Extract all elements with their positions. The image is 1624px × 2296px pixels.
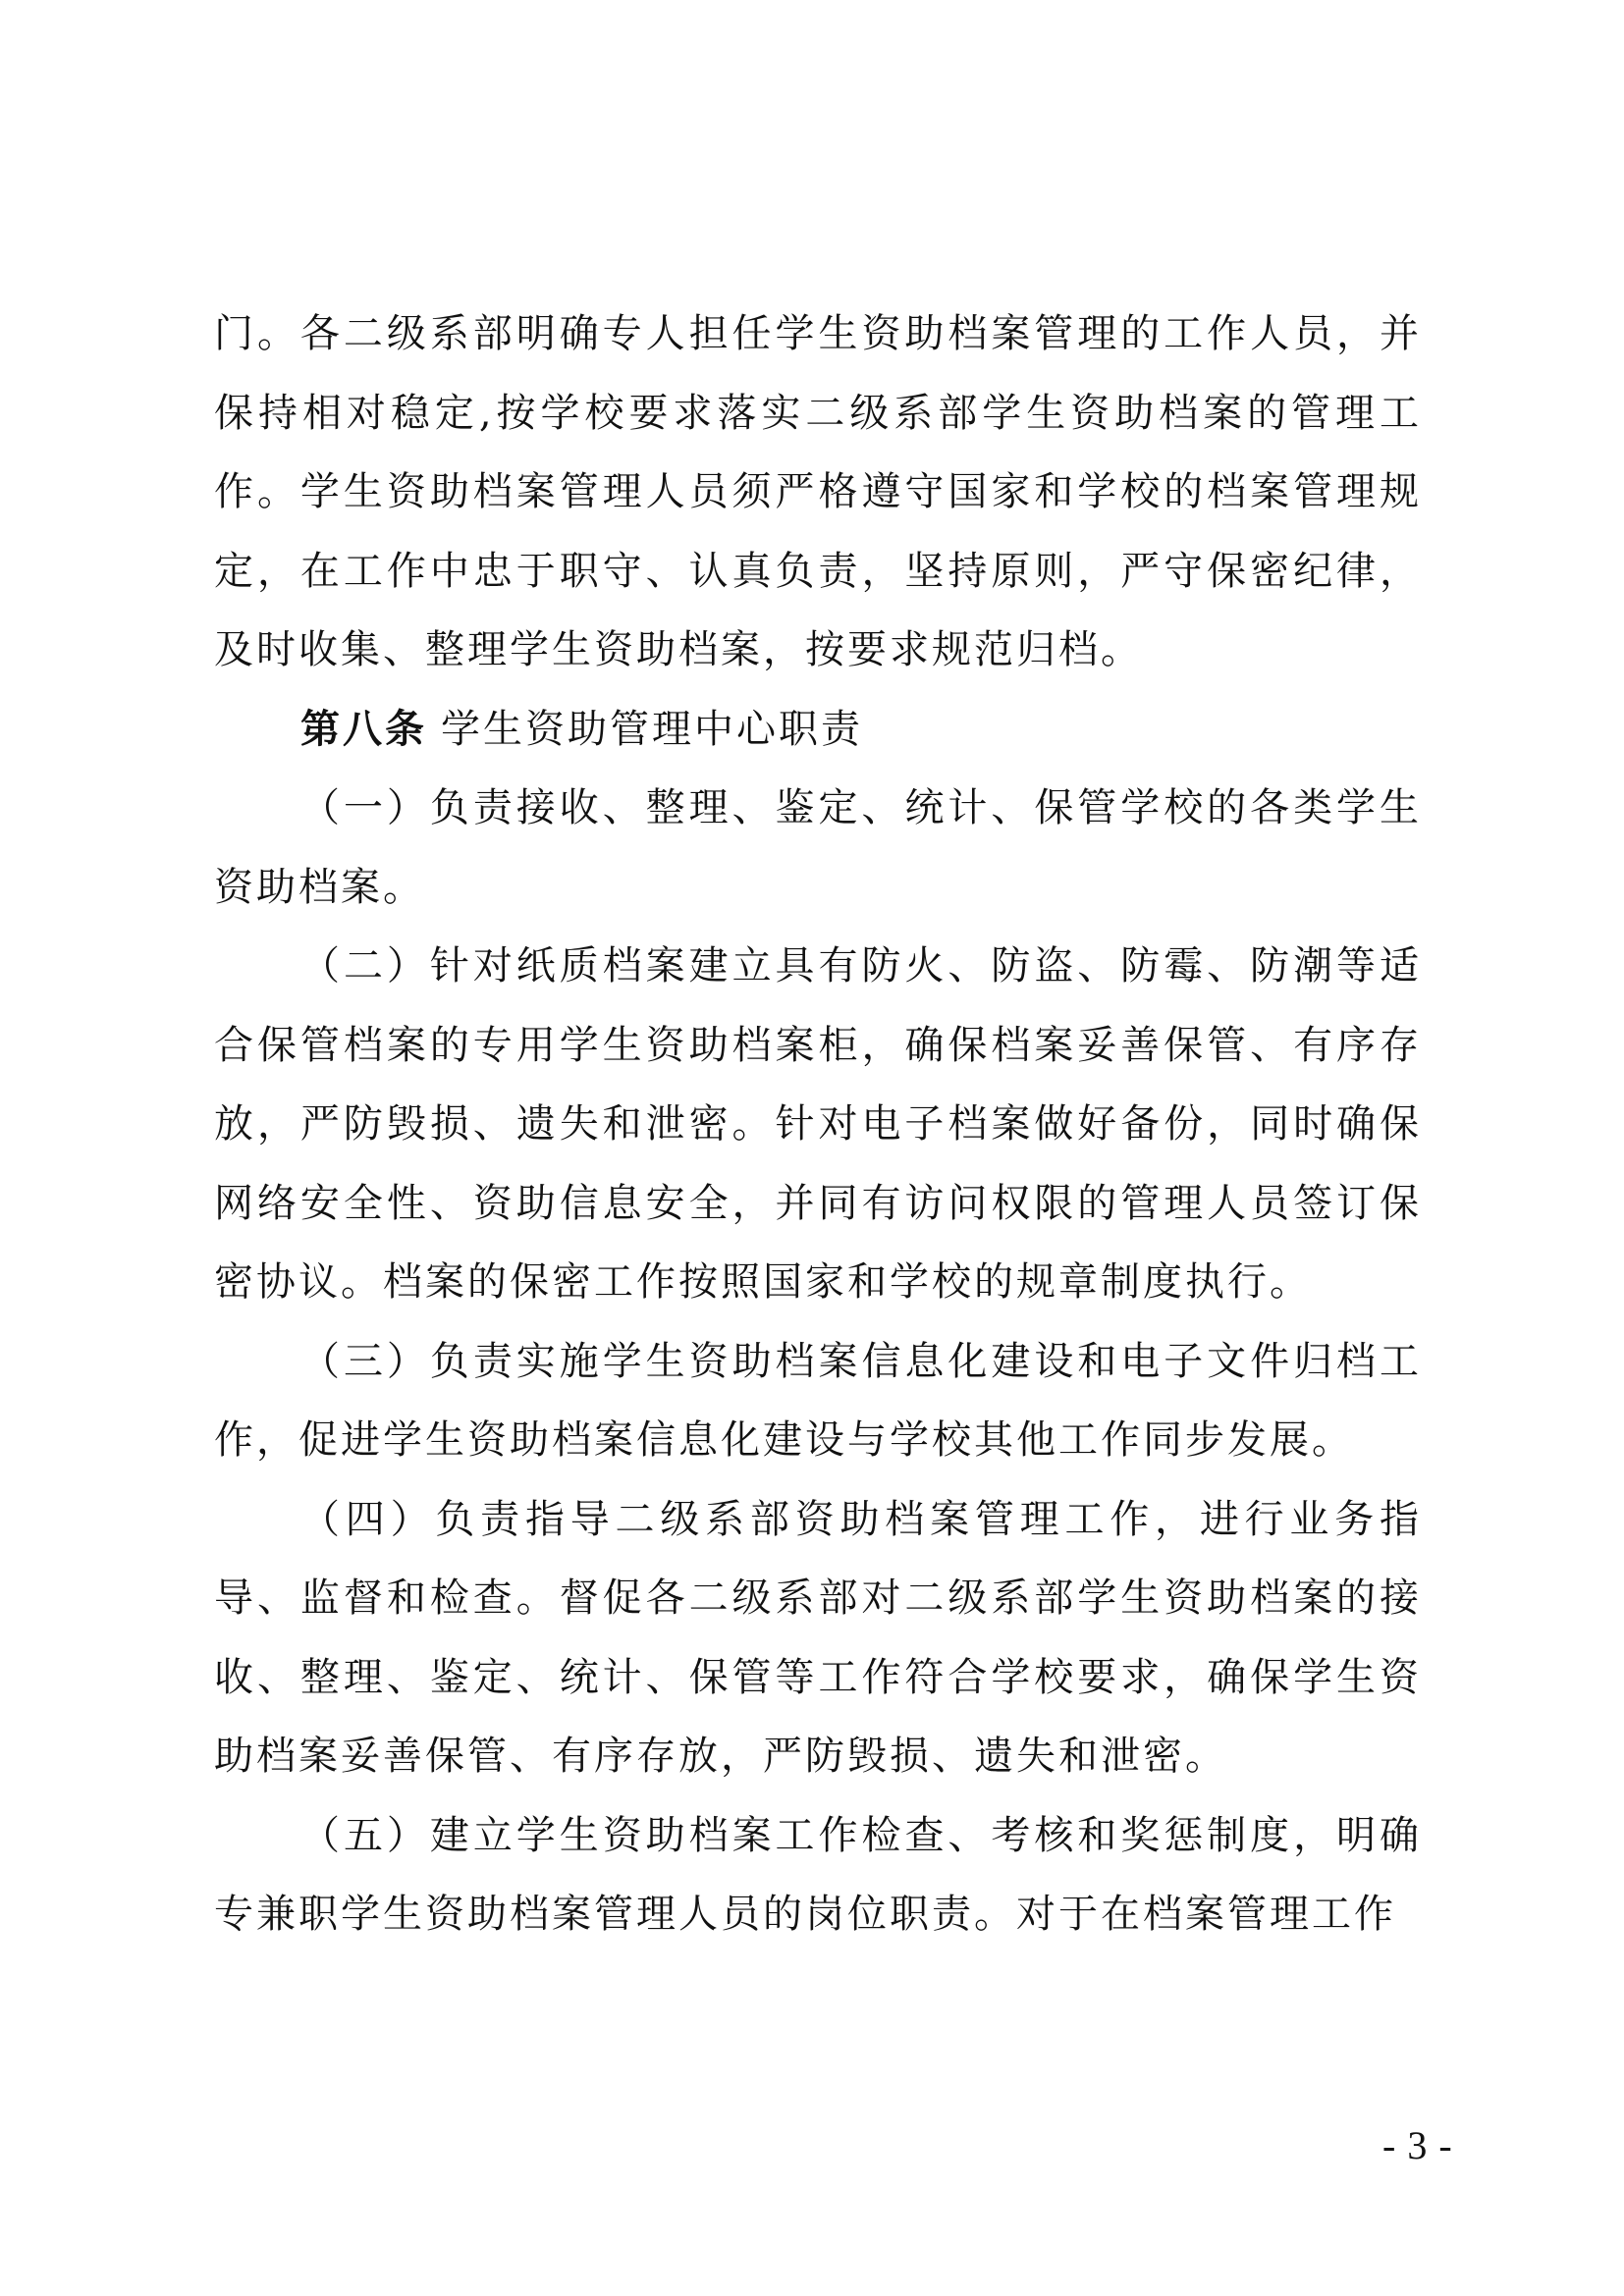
clause-1: （一）负责接收、整理、鉴定、统计、保管学校的各类学生资助档案。 bbox=[214, 785, 1422, 910]
paragraph-continuation: 门。各二级系部明确专人担任学生资助档案管理的工作人员，并保持相对稳定,按学校要求落实二级系部学生资助档案的管理工作。学生资助档案管理人员须严格遵守国家和学校的档案管理规定，在工作中忠于职守、认真负责，坚持原则，严守保密纪律，及时收集、整理学生资助档案，按要求规范归档。 bbox=[214, 311, 1422, 672]
body-text bbox=[214, 294, 1422, 1954]
clause-4: （四）负责指导二级系部资助档案管理工作，进行业务指导、监督和检查。督促各二级系部对二级系部学生资助档案的接收、整理、鉴定、统计、保管等工作符合学校要求，确保学生资助档案妥善保管、有序存放，严防毁损、遗失和泄密。 bbox=[214, 1496, 1422, 1779]
article-title: 学生资助管理中心职责 bbox=[441, 706, 863, 752]
clause-3: （三）负责实施学生资助档案信息化建设和电子文件归档工作，促进学生资助档案信息化建设与学校其他工作同步发展。 bbox=[214, 1338, 1422, 1463]
clause-5: （五）建立学生资助档案工作检查、考核和奖惩制度，明确专兼职学生资助档案管理人员的岗位职责。对于在档案管理工作 bbox=[214, 1812, 1422, 1937]
clause-2: （二）针对纸质档案建立具有防火、防盗、防霉、防潮等适合保管档案的专用学生资助档案柜，确保档案妥善保管、有序存放，严防毁损、遗失和泄密。针对电子档案做好备份，同时确保网络安全性、资助信息安全，并同有访问权限的管理人员签订保密协议。档案的保密工作按照国家和学校的规章制度执行。 bbox=[214, 943, 1422, 1305]
article-8-line bbox=[214, 690, 1422, 770]
article-heading: 第八条 bbox=[300, 705, 427, 752]
page-number: - 3 - bbox=[1382, 2123, 1453, 2167]
